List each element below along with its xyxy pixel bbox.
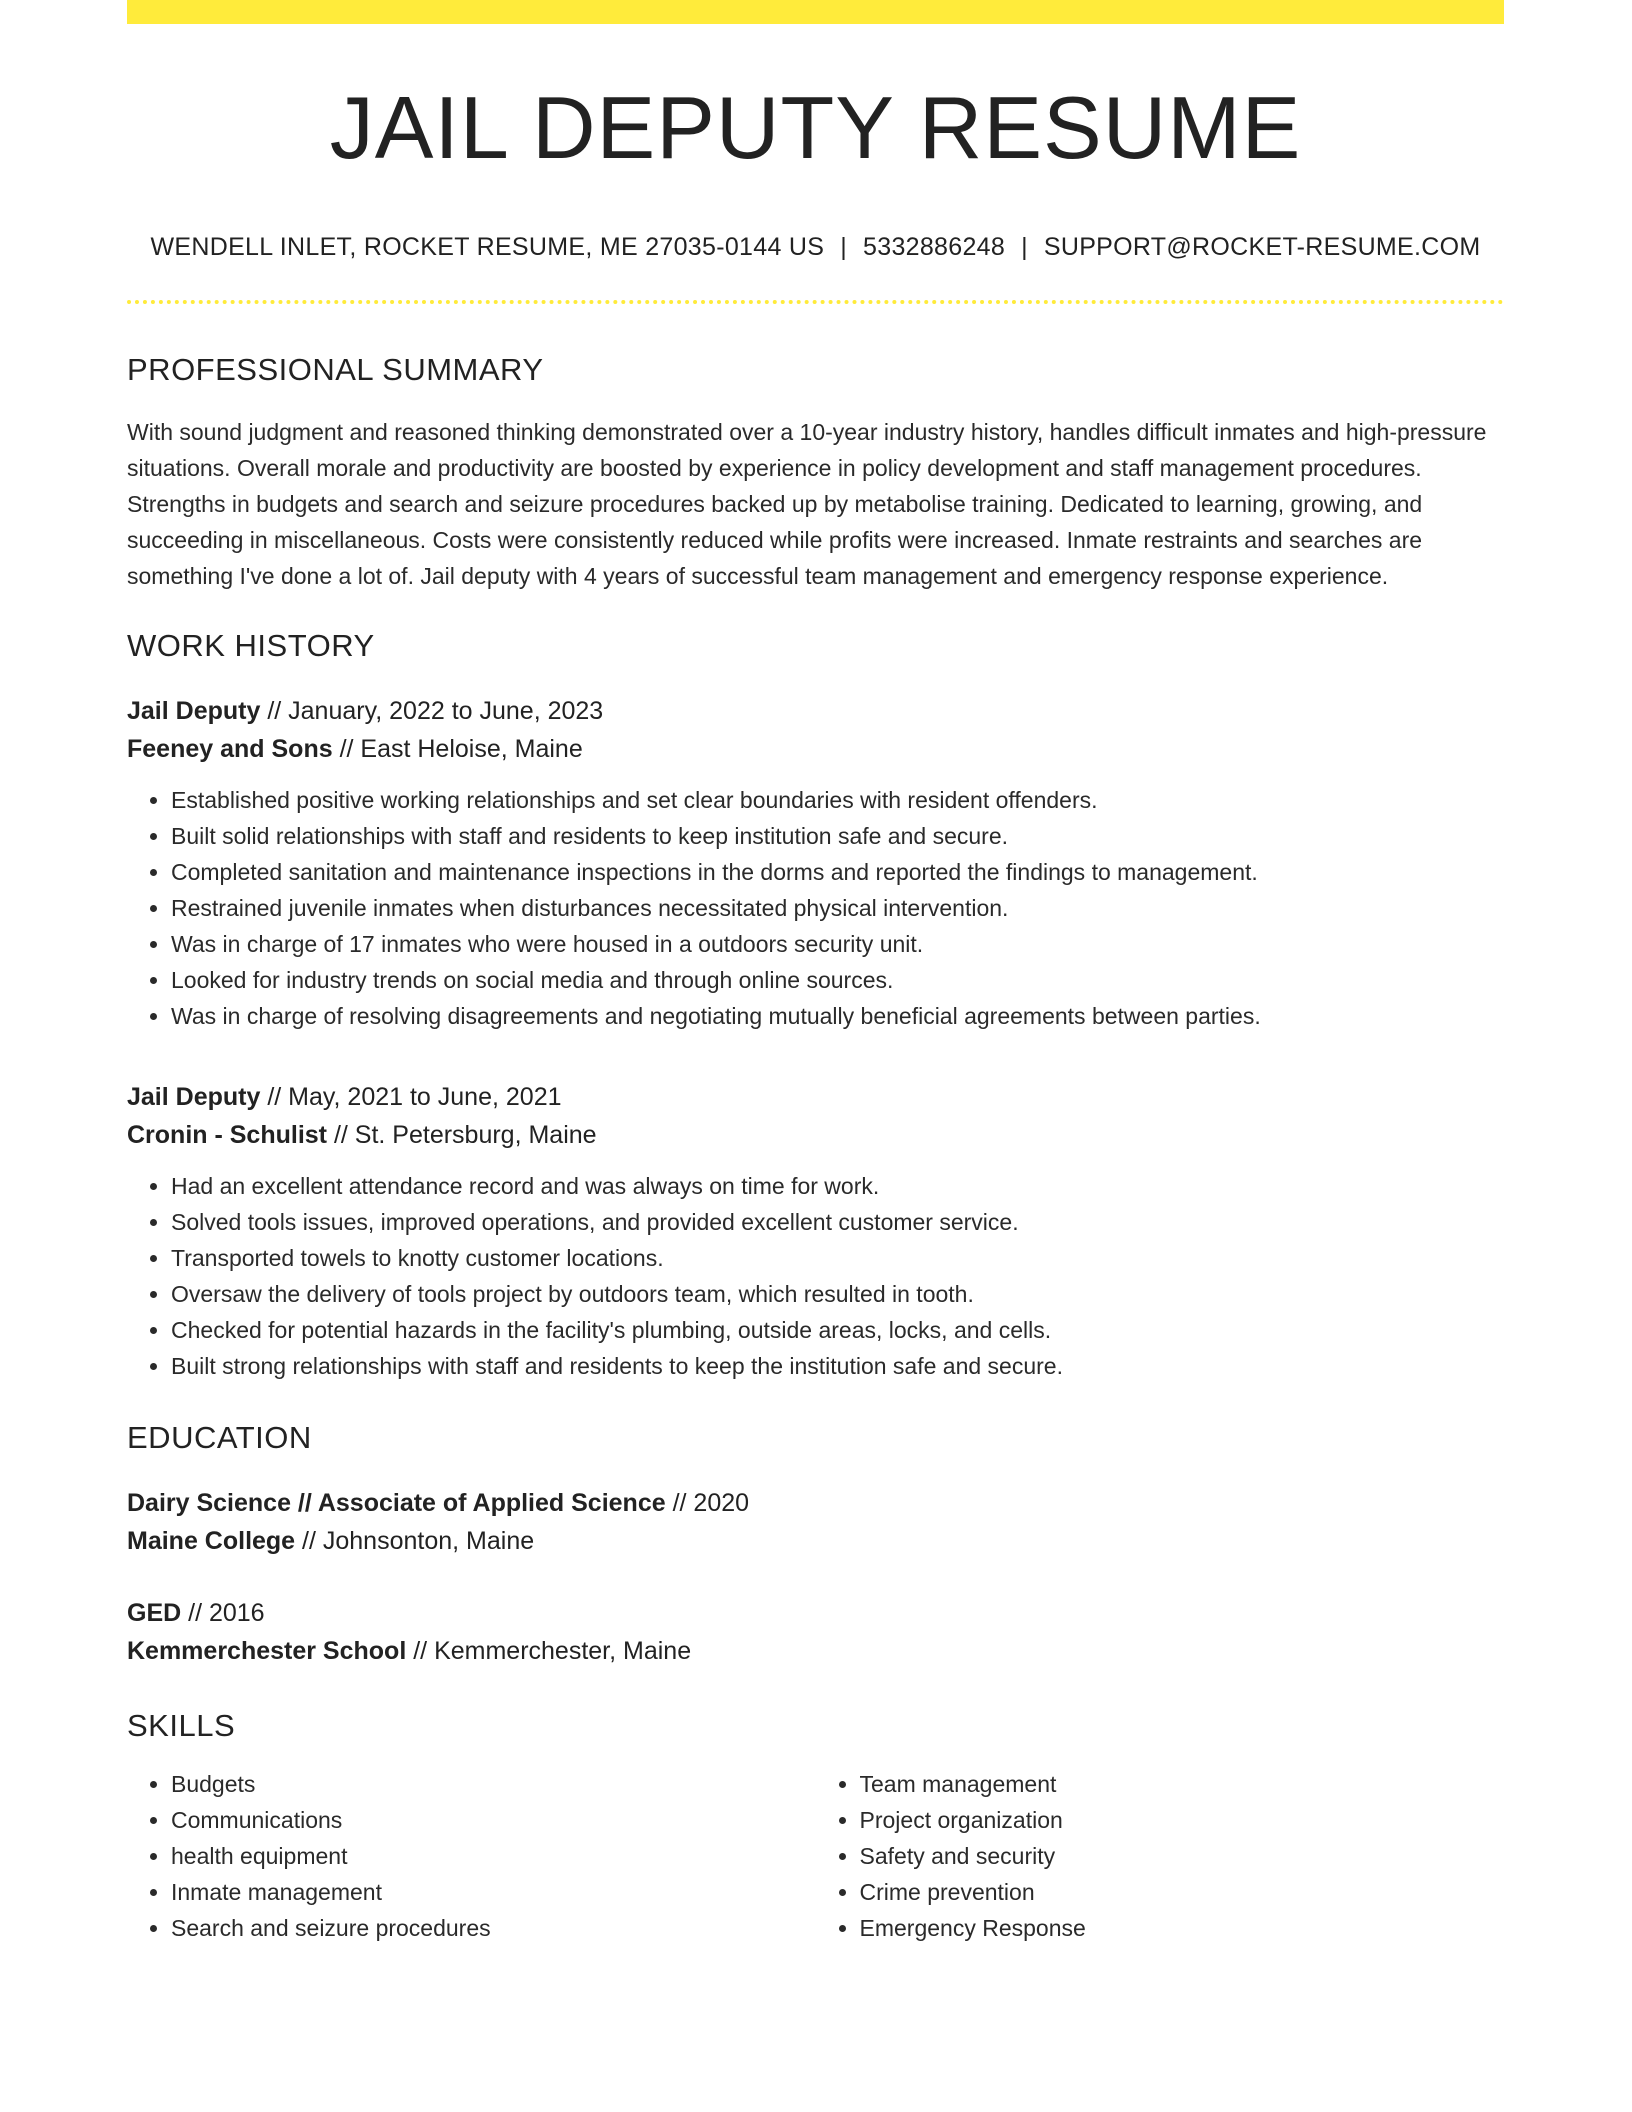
skill-item: • health equipment: [171, 1838, 816, 1874]
job-entry: [127, 692, 1504, 1034]
list-item: • Built solid relationships with staff and residents to keep institution safe and secure.: [171, 818, 1504, 854]
dotted-divider: [127, 300, 1504, 304]
education-school: Kemmerchester School: [127, 1636, 407, 1665]
job-dates: // May, 2021 to June, 2021: [260, 1082, 562, 1111]
skill-item: • Search and seizure procedures: [171, 1910, 816, 1946]
skills-list: [127, 1766, 816, 1946]
list-item: • Had an excellent attendance record and was always on time for work.: [171, 1168, 1504, 1204]
list-item: • Was in charge of resolving disagreements and negotiating mutually beneficial agreements between parties.: [171, 998, 1504, 1034]
skills-grid: [127, 1766, 1504, 1946]
contact-email: SUPPORT@ROCKET-RESUME.COM: [1043, 232, 1481, 261]
job-dates: // January, 2022 to June, 2023: [260, 696, 604, 725]
contact-phone: 5332886248: [863, 232, 1006, 261]
job-company: Cronin - Schulist: [127, 1120, 327, 1149]
skills-heading: SKILLS: [127, 1707, 236, 1743]
skills-list: [816, 1766, 1505, 1946]
job-title: Jail Deputy: [127, 696, 261, 725]
education-degree: Dairy Science // Associate of Applied Science: [127, 1488, 666, 1517]
job-location: // East Heloise, Maine: [332, 734, 583, 763]
resume-page: [127, 0, 1504, 1946]
skill-item: • Inmate management: [171, 1874, 816, 1910]
skill-item: • Project organization: [860, 1802, 1505, 1838]
list-item: • Checked for potential hazards in the facility's plumbing, outside areas, locks, and cells.: [171, 1312, 1504, 1348]
education-degree: GED: [127, 1598, 182, 1627]
job-title-line: [127, 1078, 1504, 1116]
skill-item: • Team management: [860, 1766, 1505, 1802]
list-item: • Restrained juvenile inmates when disturbances necessitated physical intervention.: [171, 890, 1504, 926]
skill-item: • Crime prevention: [860, 1874, 1505, 1910]
education-degree-line: [127, 1484, 1504, 1522]
education-year: // 2020: [665, 1488, 750, 1517]
job-company-line: [127, 730, 1504, 768]
job-title-line: [127, 692, 1504, 730]
skill-item: • Safety and security: [860, 1838, 1505, 1874]
education-school-line: [127, 1522, 1504, 1560]
list-item: • Oversaw the delivery of tools project by outdoors team, which resulted in tooth.: [171, 1276, 1504, 1312]
skill-item: • Emergency Response: [860, 1910, 1505, 1946]
job-duties-list: [127, 782, 1504, 1034]
job-title: Jail Deputy: [127, 1082, 261, 1111]
skills-column-left: [127, 1766, 816, 1946]
contact-separator: |: [1021, 232, 1028, 261]
education-school-line: [127, 1632, 1504, 1670]
contact-address: WENDELL INLET, ROCKET RESUME, ME 27035-0144 US: [150, 232, 825, 261]
contact-separator: |: [840, 232, 848, 261]
resume-title: JAIL DEPUTY RESUME: [329, 78, 1302, 177]
contact-info: [127, 233, 1504, 262]
education-location: // Kemmerchester, Maine: [406, 1636, 692, 1665]
list-item: • Completed sanitation and maintenance inspections in the dorms and reported the findings to management.: [171, 854, 1504, 890]
education-heading: EDUCATION: [127, 1419, 312, 1455]
list-item: • Transported towels to knotty customer locations.: [171, 1240, 1504, 1276]
job-entry: [127, 1078, 1504, 1384]
skill-item: • Communications: [171, 1802, 816, 1838]
education-entry: [127, 1594, 1504, 1670]
list-item: • Established positive working relationships and set clear boundaries with resident offenders.: [171, 782, 1504, 818]
education-location: // Johnsonton, Maine: [295, 1526, 535, 1555]
education-entry: [127, 1484, 1504, 1560]
education-year: // 2016: [181, 1598, 265, 1627]
education-degree-line: [127, 1594, 1504, 1632]
list-item: • Solved tools issues, improved operations, and provided excellent customer service.: [171, 1204, 1504, 1240]
list-item: • Was in charge of 17 inmates who were housed in a outdoors security unit.: [171, 926, 1504, 962]
work-history-heading: WORK HISTORY: [127, 627, 375, 663]
summary-heading: PROFESSIONAL SUMMARY: [127, 351, 544, 387]
top-accent-bar: [127, 0, 1504, 24]
job-company-line: [127, 1116, 1504, 1154]
job-location: // St. Petersburg, Maine: [327, 1120, 597, 1149]
list-item: • Built strong relationships with staff and residents to keep the institution safe and secure.: [171, 1348, 1504, 1384]
skill-item: • Budgets: [171, 1766, 816, 1802]
job-duties-list: [127, 1168, 1504, 1384]
job-company: Feeney and Sons: [127, 734, 333, 763]
list-item: • Looked for industry trends on social media and through online sources.: [171, 962, 1504, 998]
summary-text: With sound judgment and reasoned thinking demonstrated over a 10-year industry history, handles difficult inmates and high-pressure situations. Overall morale and productivity are boosted by experience in policy development and staff management procedures. Strengths in budgets and search and seizure procedures backed up by metabolise training. Dedicated to learning, growing, and succeeding in miscellaneous. Costs were consistently reduced while profits were increased. Inmate restraints and searches are something I've done a lot of. Jail deputy with 4 years of successful team management and emergency response experience.: [127, 418, 1487, 589]
skills-column-right: [816, 1766, 1505, 1946]
education-school: Maine College: [127, 1526, 296, 1555]
